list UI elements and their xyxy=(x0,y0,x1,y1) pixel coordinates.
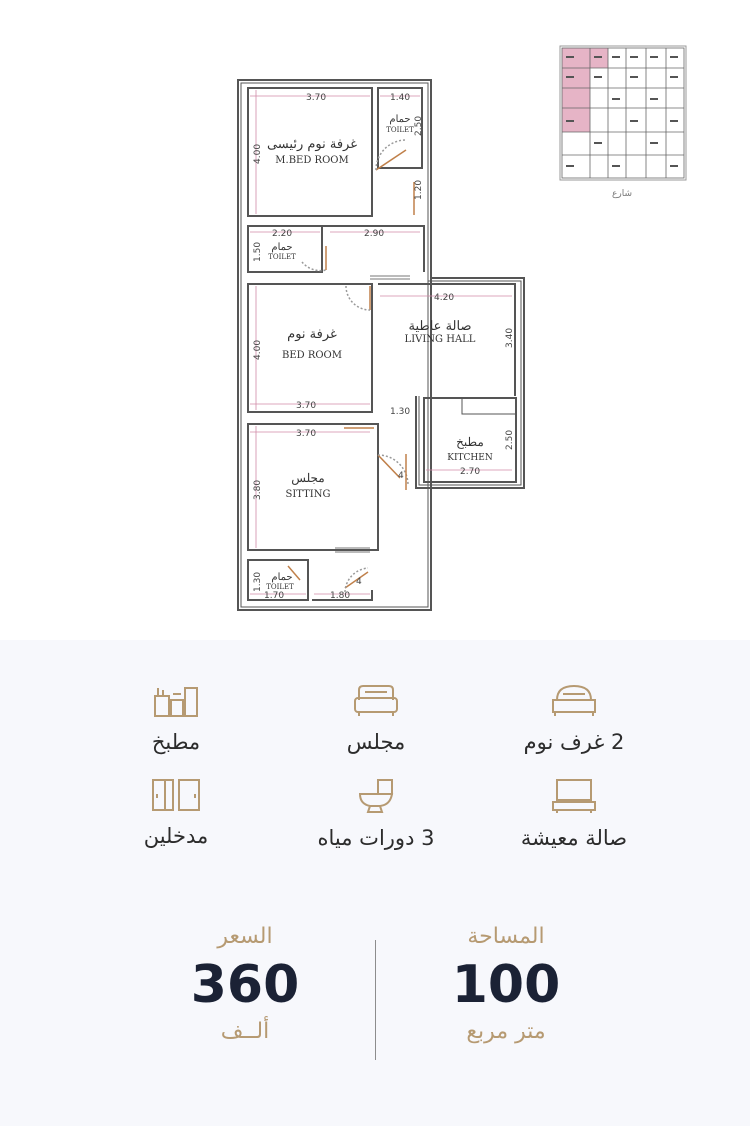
dim-1-30-mid: 1.30 xyxy=(390,407,411,417)
room-toilet-top-ar: حمام xyxy=(389,114,411,125)
dim-1-50: 1.50 xyxy=(253,241,263,262)
feature-sitting xyxy=(286,684,466,754)
dim-4-00-mbed: 4.00 xyxy=(253,143,263,164)
dim-3-40: 3.40 xyxy=(505,327,515,348)
sofa-icon xyxy=(353,684,399,718)
dim-1-40: 1.40 xyxy=(390,93,411,103)
tv-icon xyxy=(551,778,597,814)
dim-2-50-kit: 2.50 xyxy=(505,429,515,450)
dim-2-50-top: 2.50 xyxy=(414,115,424,136)
dim-4-a: 4 xyxy=(398,471,404,481)
feature-bedrooms-label: 2 غرف نوم xyxy=(523,730,625,754)
dim-1-70: 1.70 xyxy=(264,591,285,601)
site-key-plan xyxy=(560,46,686,199)
dim-1-30-bot: 1.30 xyxy=(253,571,263,592)
feature-bedrooms xyxy=(484,684,664,754)
feature-entrances-label: مدخلين xyxy=(143,824,209,848)
dim-1-80: 1.80 xyxy=(330,591,351,601)
room-sitting-en: SITTING xyxy=(285,489,331,500)
bed-icon xyxy=(551,684,597,718)
area-title: المساحة xyxy=(467,924,545,949)
feature-living-label: صالة معيشة xyxy=(520,826,628,850)
room-toilet-mid-ar: حمام xyxy=(271,242,293,253)
feature-sitting-label: مجلس xyxy=(346,730,406,754)
price-title: السعر xyxy=(217,924,273,949)
dim-2-90: 2.90 xyxy=(364,229,385,239)
dim-4-20: 4.20 xyxy=(434,293,455,303)
room-living-ar: صالة عاطية xyxy=(408,319,472,334)
door-icon xyxy=(151,778,201,812)
dim-3-70-bed: 3.70 xyxy=(296,401,317,411)
room-toilet-bot-ar: حمام xyxy=(271,572,293,583)
dim-2-20: 2.20 xyxy=(272,229,293,239)
stats-divider xyxy=(375,940,376,1060)
room-toilet-top-en: TOILET xyxy=(386,126,414,134)
dim-4-b: 4 xyxy=(356,577,362,587)
feature-living xyxy=(484,778,664,850)
dim-2-70: 2.70 xyxy=(460,467,481,477)
room-toilet-mid-en: TOILET xyxy=(268,253,296,261)
dim-4-00-bed: 4.00 xyxy=(253,339,263,360)
room-bed-en: BED ROOM xyxy=(281,350,343,361)
room-bed-ar: غرفة نوم xyxy=(287,327,337,342)
feature-toilets-label: 3 دورات مياه xyxy=(317,826,435,850)
area-unit: متر مربع xyxy=(466,1019,546,1044)
feature-kitchen xyxy=(86,684,266,754)
price-block xyxy=(145,924,345,1044)
kitchen-icon xyxy=(153,684,199,718)
price-value: 360 xyxy=(190,955,300,1015)
room-toilet-bot-en: TOILET xyxy=(266,583,294,591)
room-living-en: LIVING HALL xyxy=(404,334,476,345)
room-mbed-en: M.BED ROOM xyxy=(275,155,349,166)
dim-3-70-top: 3.70 xyxy=(306,93,327,103)
room-mbed-ar: غرفة نوم رئيسى xyxy=(266,137,358,152)
dim-3-80: 3.80 xyxy=(253,479,263,500)
room-kitchen-en: KITCHEN xyxy=(447,453,493,463)
feature-kitchen-label: مطبخ xyxy=(151,730,201,754)
street-label: شارع xyxy=(612,189,632,199)
feature-toilets xyxy=(286,778,466,850)
area-block xyxy=(406,924,606,1044)
feature-entrances xyxy=(86,778,266,848)
area-value: 100 xyxy=(451,955,561,1015)
plan-doors xyxy=(288,140,414,592)
toilet-icon xyxy=(356,778,396,814)
room-sitting-ar: مجلس xyxy=(291,471,325,485)
price-unit: ألــف xyxy=(220,1019,270,1044)
dim-3-70-sit: 3.70 xyxy=(296,429,317,439)
dim-1-20: 1.20 xyxy=(414,179,424,200)
room-kitchen-ar: مطبخ xyxy=(456,435,484,449)
